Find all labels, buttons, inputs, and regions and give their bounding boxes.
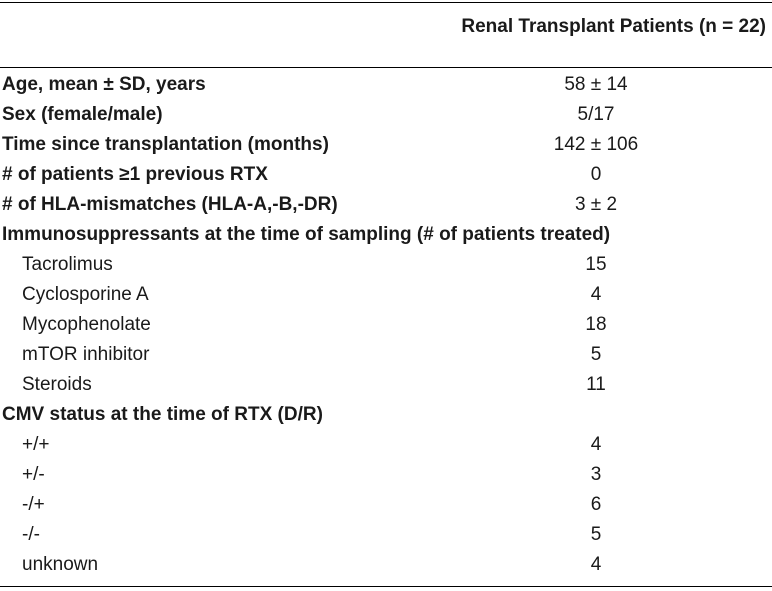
row-value: 4: [590, 434, 602, 455]
table-row-cmv-pos-pos: [0, 430, 772, 460]
table-row-previous-rtx: [0, 160, 772, 190]
row-value: 142 ± 106: [553, 134, 639, 155]
section-label: CMV status at the time of RTX (D/R): [2, 404, 323, 425]
row-value: 58 ± 14: [564, 74, 628, 95]
row-label: mTOR inhibitor: [22, 344, 150, 365]
row-value: 3 ± 2: [574, 194, 618, 215]
table-row-cmv-neg-pos: [0, 490, 772, 520]
row-label: Time since transplantation (months): [2, 134, 329, 155]
table-row-cmv-neg-neg: [0, 520, 772, 550]
row-value: 4: [590, 554, 602, 575]
row-value: 18: [585, 314, 607, 335]
table-row-age: [0, 70, 772, 100]
table-top-rule: [0, 2, 772, 3]
row-label: -/-: [22, 524, 40, 545]
row-value: 6: [590, 494, 602, 515]
row-label: # of patients ≥1 previous RTX: [2, 164, 268, 185]
table-row-steroids: [0, 370, 772, 400]
row-value: 3: [590, 464, 602, 485]
table-section-cmv-status: [0, 400, 772, 430]
row-label: Cyclosporine A: [22, 284, 149, 305]
table-body: [0, 70, 772, 580]
row-label: unknown: [22, 554, 99, 575]
table-row-cmv-unknown: [0, 550, 772, 580]
row-value: 11: [586, 374, 606, 395]
table-header-rule: [0, 67, 772, 68]
table-row-sex: [0, 100, 772, 130]
row-label: Sex (female/male): [2, 104, 163, 125]
row-label: -/+: [22, 494, 45, 515]
column-header-renal-transplant-patients: Renal Transplant Patients (n = 22): [461, 16, 766, 37]
table-header: [0, 16, 772, 46]
row-value: 5/17: [577, 104, 615, 125]
row-value: 15: [585, 254, 607, 275]
row-value: 0: [590, 164, 602, 185]
row-label: Tacrolimus: [22, 254, 113, 275]
row-label: Mycophenolate: [22, 314, 151, 335]
table-bottom-rule: [0, 586, 772, 587]
table-row-cmv-pos-neg: [0, 460, 772, 490]
section-label: Immunosuppressants at the time of sampling (# of patients treated): [2, 224, 611, 245]
row-value: 5: [590, 344, 602, 365]
row-value: 4: [590, 284, 602, 305]
row-label: +/+: [22, 434, 50, 455]
table-row-cyclosporine-a: [0, 280, 772, 310]
row-label: Age, mean ± SD, years: [2, 74, 206, 95]
row-label: Steroids: [22, 374, 92, 395]
row-value: 5: [590, 524, 602, 545]
table-section-immunosuppressants: [0, 220, 772, 250]
table-row-tacrolimus: [0, 250, 772, 280]
table-row-mtor-inhibitor: [0, 340, 772, 370]
row-label: +/-: [22, 464, 45, 485]
table-row-time-since-transplantation: [0, 130, 772, 160]
table-row-mycophenolate: [0, 310, 772, 340]
table-row-hla-mismatches: [0, 190, 772, 220]
row-label: # of HLA-mismatches (HLA-A,-B,-DR): [2, 194, 338, 215]
